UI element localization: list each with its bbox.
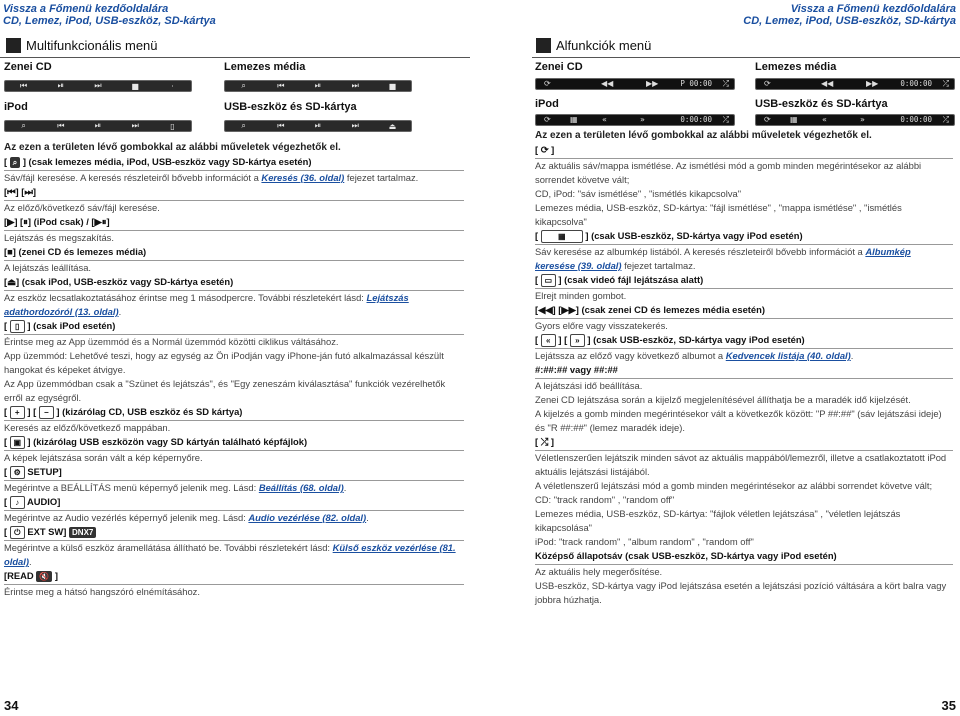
stop-icon[interactable]: ■ [131, 81, 139, 91]
item-picture: [ ▣ ] (kizárólag USB eszközön vagy SD kártyán található képfájlok) [4, 435, 464, 451]
link-setup[interactable]: Beállítás (68. oldal) [258, 482, 344, 494]
item-album-art: [ ▦ ] (csak USB-eszköz, SD-kártya vagy iPod esetén) [535, 229, 953, 245]
ext-switch-icon: ⏻ [10, 526, 25, 539]
album-art-icon: ▦ [541, 230, 583, 243]
usb-sub-bar [755, 114, 955, 126]
cd-sub-bar [535, 78, 735, 90]
shuffle-icon[interactable]: ⤮ [942, 115, 949, 124]
desc-search: Sáv/fájl keresése. A keresés részleteiről bővebb információt a Keresés (36. oldal) fejezet tartalmaz. [4, 172, 419, 183]
cd-control-bar [4, 80, 192, 92]
shuffle-icon[interactable]: ⤮ [722, 79, 729, 88]
prev-album-icon: « [541, 334, 556, 347]
link-favorites[interactable]: Kedvencek listája (40. oldal) [725, 350, 851, 362]
label-lemezes-media: Lemezes média [224, 61, 306, 73]
page-number-left: 34 [4, 698, 19, 713]
next-album-icon: » [570, 334, 585, 347]
desc-hide: Elrejt minden gombot. [535, 290, 627, 302]
prev-album-icon[interactable]: « [822, 115, 827, 124]
link-album-search[interactable]: Albumkép keresése (39. oldal) [535, 246, 911, 272]
time-display[interactable]: P 00:00 [680, 79, 712, 88]
desc-folder: Keresés az előző/következő mappában. [4, 422, 171, 434]
desc-status-1: Az aktuális hely megerősítése. [535, 566, 663, 578]
audio-icon: ♪ [10, 496, 25, 509]
ipod-app-icon: ▯ [10, 320, 25, 333]
desc-album-art: Sáv keresése az albumkép listából. A keresés részleteiről bővebb információt a Albumkép keresése (39. oldal) fejezet tartalmaz. [535, 246, 911, 272]
picture-icon: ▣ [10, 436, 25, 449]
rewind-icon[interactable]: ◀◀ [821, 79, 834, 88]
back-to-main-menu-link-left[interactable]: Vissza a Főmenü kezdőoldalára [3, 3, 169, 15]
search-icon[interactable]: ⌕ [241, 121, 246, 130]
right-section-title [536, 38, 651, 53]
right-title-text: Alfunkciók menü [556, 38, 652, 53]
desc-app-mode-3: Az App üzemmódban csak a "Szünet és lejátszás", és "Egy zeneszám kiválasztása" funkciók vezérelhetők erről az egységről. [4, 378, 446, 404]
blank-icon: · [171, 81, 174, 91]
repeat-icon[interactable]: ⟳ [544, 115, 551, 124]
shuffle-icon[interactable]: ⤮ [942, 79, 949, 88]
desc-repeat-1: Az aktuális sáv/mappa ismétlése. Az ismétlési mód a gomb minden megérintésekor az alábbi sorrendet követve vált; [535, 160, 922, 185]
repeat-icon[interactable]: ⟳ [764, 115, 771, 124]
item-setup: [ ⚙ SETUP] [4, 465, 464, 481]
search-icon: ⌕ [10, 157, 20, 168]
desc-random-1: Véletlenszerűen lejátszik minden sávot az aktuális mappából/lemezről, illetve a csatlakoztatott iPod aktuális lejátszási listájából. [535, 452, 947, 478]
media-section-link-right[interactable]: CD, Lemez, iPod, USB-eszköz, SD-kártya [743, 15, 956, 27]
item-stop: [■] (zenei CD és lemezes média) [4, 245, 464, 261]
media-section-link-left[interactable]: CD, Lemez, iPod, USB-eszköz, SD-kártya [3, 15, 216, 27]
ipod-sub-bar [535, 114, 735, 126]
item-app-mode: [ ▯ ] (csak iPod esetén) [4, 319, 464, 335]
app-mode-icon[interactable]: ▯ [170, 121, 175, 131]
item-audio: [ ♪ AUDIO] [4, 495, 464, 511]
item-play-pause: [▶] [⏸] (iPod csak) / [▶⏸] [4, 215, 464, 231]
item-ext-sw: [ ⏻ EXT SW] DNX7 [4, 525, 464, 541]
desc-time-1: A lejátszási idő beállítása. [535, 380, 643, 392]
desc-ext-sw: Megérintve a külső eszköz áramellátása állítható be. További részletekért lásd: Külső eszköz vezérlése (81. oldal). [4, 542, 456, 568]
eject-icon[interactable]: ⏏ [388, 121, 397, 131]
repeat-icon[interactable]: ⟳ [764, 79, 771, 88]
search-icon[interactable]: ⌕ [21, 121, 26, 130]
folder-up-icon: + [10, 406, 25, 419]
desc-prev-next: Az előző/következő sáv/fájl keresése. [4, 202, 160, 213]
desc-eject: Az eszköz lecsatlakoztatásához érintse meg 1 másodpercre. További részletekért lásd: Lejátszás adathordozóról (13. oldal). [4, 292, 409, 317]
time-display[interactable]: 0:00:00 [900, 115, 932, 124]
desc-app-mode-1: Érintse meg az App üzemmód és a Normál üzemmód közötti ciklikus váltásához. [4, 336, 339, 348]
play-pause-icon[interactable]: ⏯ [314, 121, 322, 130]
label-ipod: iPod [535, 98, 559, 110]
disc-sub-bar [755, 78, 955, 90]
desc-stop: A lejátszás leállítása. [4, 262, 92, 273]
prev-track-icon[interactable]: ⏮ [57, 121, 65, 130]
stop-icon[interactable]: ■ [388, 81, 397, 91]
left-section-title [6, 38, 158, 53]
time-display[interactable]: 0:00:00 [680, 115, 712, 124]
item-status-bar: Középső állapotsáv (csak USB-eszköz, SD-kártya vagy iPod esetén) [535, 549, 953, 565]
section-marker-icon [6, 38, 21, 53]
fast-forward-icon[interactable]: ▶▶ [866, 79, 879, 88]
album-art-icon[interactable]: ▦ [790, 115, 798, 124]
rewind-icon[interactable]: ◀◀ [601, 79, 614, 88]
prev-track-icon[interactable]: ⏮ [277, 81, 285, 90]
desc-random-5: iPod: "track random" , "album random" , "random off" [535, 536, 754, 548]
link-playback[interactable]: Lejátszás adathordozóról (13. oldal) [4, 292, 409, 317]
label-zenei-cd: Zenei CD [535, 61, 583, 73]
prev-album-icon[interactable]: « [602, 115, 607, 124]
desc-setup: Megérintve a BEÁLLÍTÁS menü képernyő jelenik meg. Lásd: Beállítás (68. oldal). [4, 482, 347, 494]
label-usb-sd: USB-eszköz és SD-kártya [755, 98, 888, 110]
desc-repeat-2: CD, iPod: "sáv ismétlése" , "ismétlés kikapcsolva" [535, 188, 742, 199]
label-lemezes-media: Lemezes média [755, 61, 837, 73]
next-track-icon[interactable]: ⏭ [351, 121, 359, 130]
prev-track-icon[interactable]: ⏮ [20, 81, 28, 90]
model-badge: DNX7 [69, 527, 96, 538]
link-search[interactable]: Keresés (36. oldal) [261, 172, 345, 183]
desc-random-2: A véletlenszerű lejátszási mód a gomb minden megérintésekor az alábbi sorrendet követve vált; [535, 480, 933, 492]
section-marker-icon [536, 38, 551, 53]
item-album-skip: [ « ] [ » ] (csak USB-eszköz, SD-kártya vagy iPod esetén) [535, 333, 953, 349]
setup-icon: ⚙ [10, 466, 25, 479]
next-track-icon[interactable]: ⏭ [131, 121, 139, 130]
ipod-control-bar [4, 120, 192, 132]
folder-down-icon: − [39, 406, 54, 419]
play-pause-icon[interactable]: ⏯ [314, 81, 322, 90]
desc-play-pause: Lejátszás és megszakítás. [4, 232, 114, 243]
disc-control-bar [224, 80, 412, 92]
desc-status-2: USB-eszköz, SD-kártya vagy iPod lejátszása esetén a lejátszási pozíció váltására a kört balra vagy jobbra húzhatja. [535, 580, 947, 606]
page-number-right: 35 [941, 698, 956, 713]
desc-album-skip: Lejátssza az előző vagy következő albumot a Kedvencek listája (40. oldal). [535, 350, 854, 362]
item-random: [ ⤮ ] [535, 435, 953, 451]
item-time: #:##:## vagy ##:## [535, 363, 953, 379]
repeat-icon[interactable]: ⟳ [544, 79, 551, 88]
next-track-icon[interactable]: ⏭ [94, 81, 102, 90]
label-usb-sd: USB-eszköz és SD-kártya [224, 101, 357, 113]
next-track-icon[interactable]: ⏭ [351, 81, 359, 90]
back-to-main-menu-link-right[interactable]: Vissza a Főmenü kezdőoldalára [790, 3, 956, 15]
desc-random-4: Lemezes média, USB-eszköz, SD-kártya: "fájlok véletlen lejátszása" , "véletlen lejátszás kikapcsolása" [535, 508, 901, 534]
left-intro: Az ezen a területen lévő gombokkal az alábbi műveletek végezhetők el. [4, 142, 341, 153]
item-read-mute: [READ 🔇 ] [4, 569, 464, 585]
item-hide: [ ▭ ] (csak videó fájl lejátszása alatt) [535, 273, 953, 289]
item-ff-rew: [◀◀] [▶▶] (csak zenei CD és lemezes média esetén) [535, 303, 953, 319]
left-title-text: Multifunkcionális menü [26, 38, 158, 53]
link-ext-device[interactable]: Külső eszköz vezérlése (81. oldal) [4, 542, 456, 568]
fast-forward-icon[interactable]: ▶▶ [646, 79, 659, 88]
item-prev-next: [⏮] [⏭] [4, 185, 464, 201]
usb-control-bar [224, 120, 412, 132]
hide-buttons-icon: ▭ [541, 274, 556, 287]
next-album-icon[interactable]: » [640, 115, 645, 124]
desc-time-3: A kijelzés a gomb minden megérintésekor vált a következők között: "P ##:##" (sáv lejátszási ideje) és "R ##:##" (lemez maradék ideje). [535, 408, 942, 434]
prev-track-icon[interactable]: ⏮ [277, 121, 285, 130]
search-icon[interactable]: ⌕ [241, 81, 246, 90]
left-description-column [4, 141, 464, 599]
play-pause-icon[interactable]: ⏯ [57, 81, 64, 90]
desc-picture: A képek lejátszása során vált a kép képernyőre. [4, 452, 203, 464]
desc-ff-rew: Gyors előre vagy visszatekerés. [535, 320, 668, 332]
shuffle-icon[interactable]: ⤮ [722, 115, 729, 124]
right-description-column [535, 129, 953, 607]
label-zenei-cd: Zenei CD [4, 61, 52, 73]
desc-app-mode-2: App üzemmód: Lehetővé teszi, hogy az egység az Ön iPodján vagy iPhone-ján futó alkalmazással készült hangokat és képeket átvigye. [4, 350, 444, 376]
album-art-icon[interactable]: ▦ [570, 115, 578, 124]
desc-read-mute: Érintse meg a hátsó hangszóró elnémításához. [4, 586, 200, 598]
link-audio[interactable]: Audio vezérlése (82. oldal) [248, 512, 367, 524]
play-pause-icon[interactable]: ⏯ [94, 121, 102, 130]
right-intro: Az ezen a területen lévő gombokkal az alábbi műveletek végezhetők el. [535, 130, 872, 141]
next-album-icon[interactable]: » [860, 115, 865, 124]
item-eject: [⏏] (csak iPod, USB-eszköz vagy SD-kártya esetén) [4, 275, 464, 291]
item-folder: [ + ] [ − ] (kizárólag CD, USB eszköz és SD kártya) [4, 405, 464, 421]
label-ipod: iPod [4, 101, 28, 113]
item-repeat: [ ⟳ ] [535, 143, 953, 159]
time-display[interactable]: 0:00:00 [900, 79, 932, 88]
desc-audio: Megérintve az Audio vezérlés képernyő jelenik meg. Lásd: Audio vezérlése (82. oldal). [4, 512, 369, 524]
item-search: [ ⌕ ] (csak lemezes média, iPod, USB-eszköz vagy SD-kártya esetén) [4, 155, 464, 171]
desc-random-3: CD: "track random" , "random off" [535, 494, 675, 506]
desc-time-2: Zenei CD lejátszása során a kijelző megjelenítésével állíthatja be a maradék idő kijelzését. [535, 394, 911, 406]
desc-repeat-3: Lemezes média, USB-eszköz, SD-kártya: "fájl ismétlése" , "mappa ismétlése" , "ismétlés kikapcsolva" [535, 202, 902, 227]
speaker-mute-icon: 🔇 [36, 571, 52, 582]
